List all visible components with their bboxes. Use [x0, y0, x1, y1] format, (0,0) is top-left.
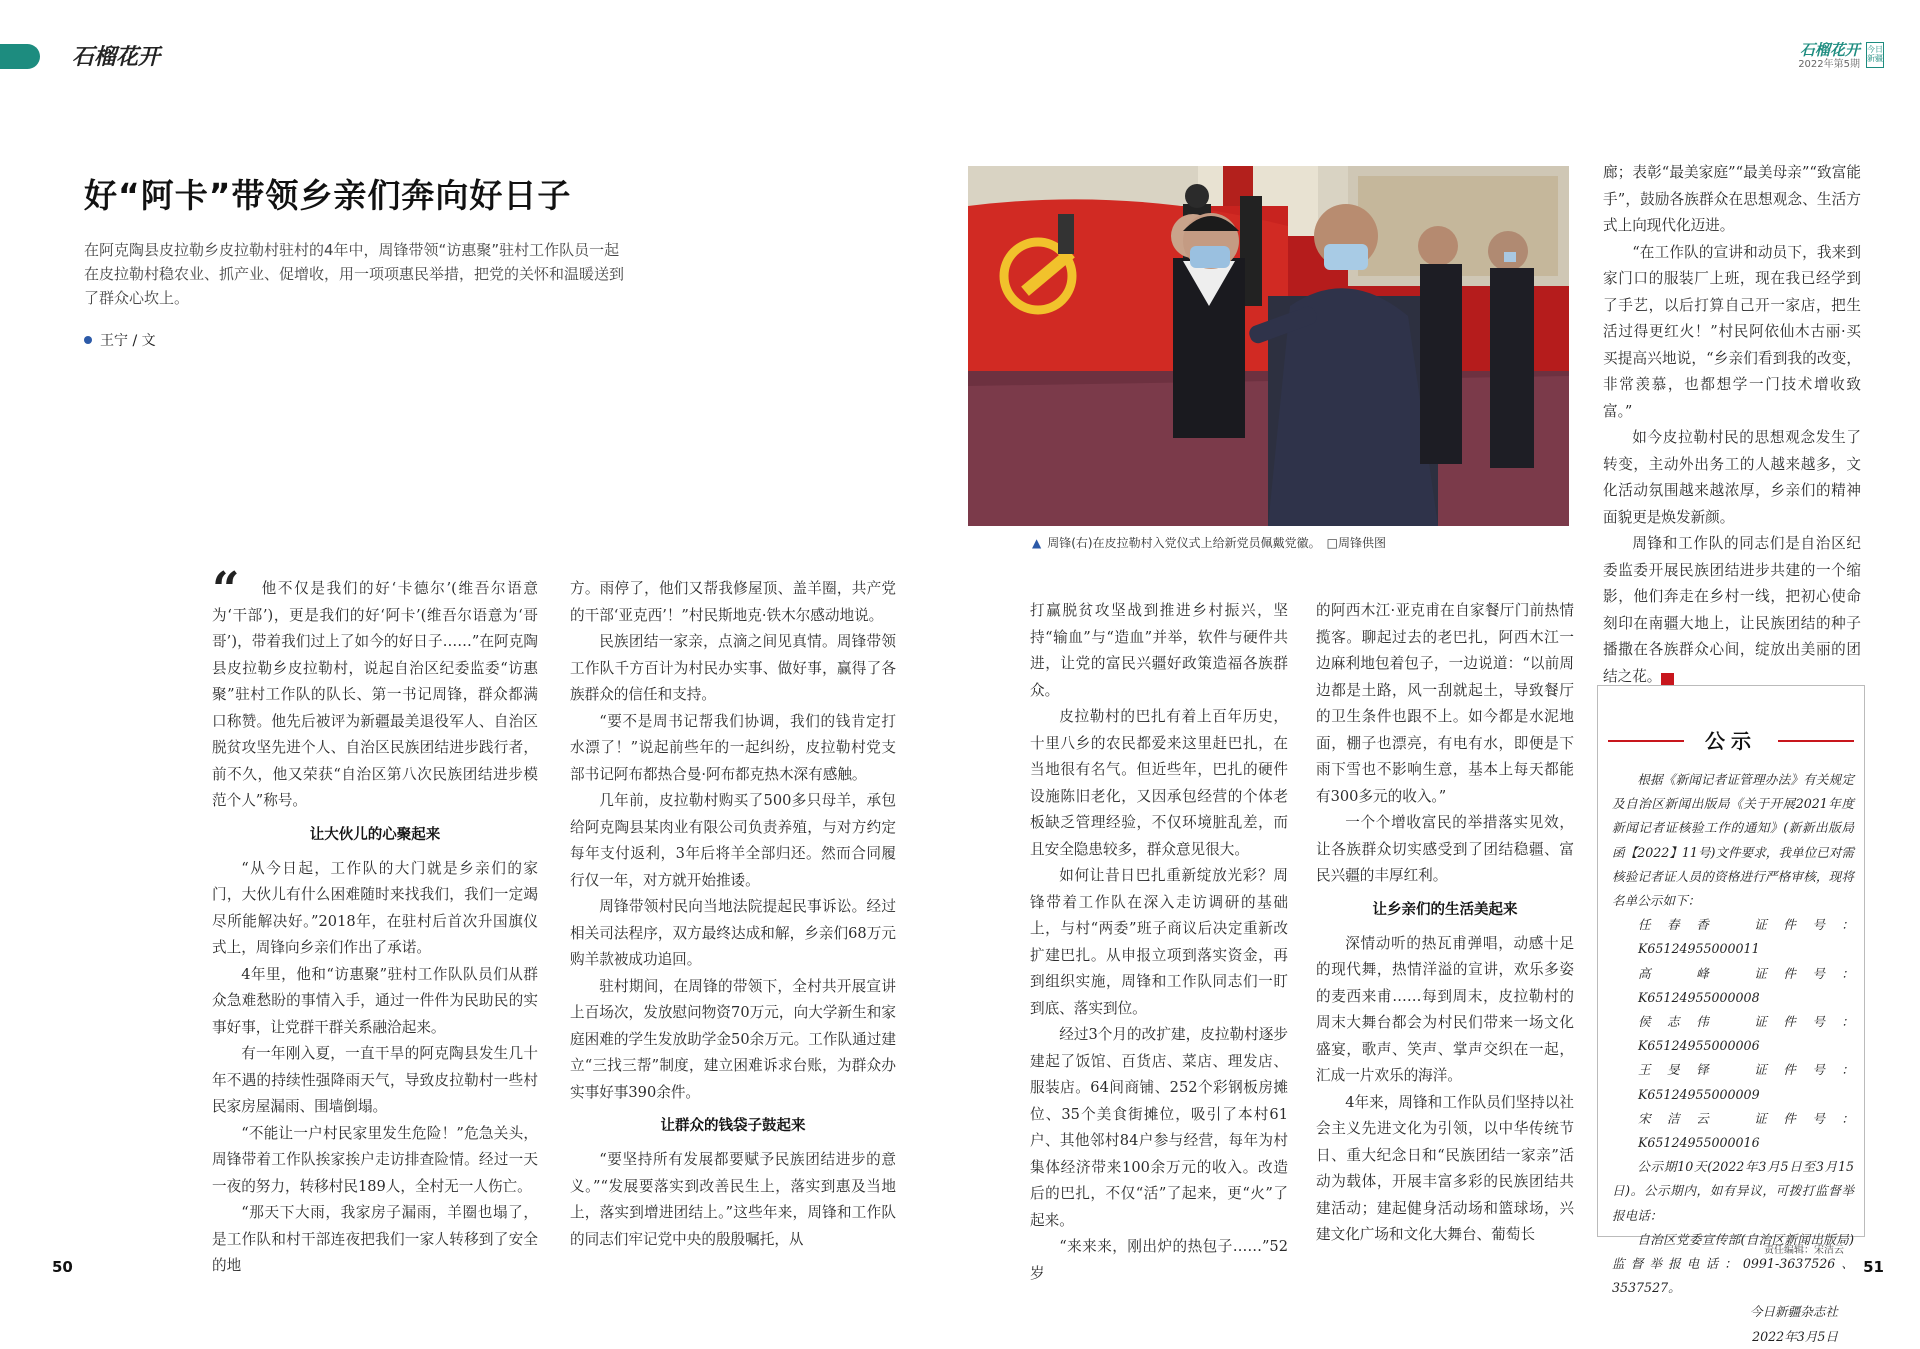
body-paragraph: 皮拉勒村的巴扎有着上百年历史，十里八乡的农民都爱来这里赶巴扎，在当地很有名气。但近些年，巴扎的硬件设施陈旧老化，又因承包经营的个体老板缺乏管理经验，不仅环境脏乱差，而且安全隐患较多，群众意见很大。 — [1030, 708, 1288, 858]
notice-name-row: 侯志伟 证件号：K65124955000006 — [1638, 1014, 1854, 1054]
body-paragraph: 一个个增收富民的举措落实见效，让各族群众切实感受到了团结稳疆、富民兴疆的丰厚红利。 — [1316, 814, 1574, 884]
body-paragraph: 民族团结一家亲，点滴之间见真情。周锋带领工作队千方百计为村民办实事、做好事，赢得了各族群众的信任和支持。 — [570, 633, 896, 703]
body-paragraph: 方。雨停了，他们又帮我修屋顶、盖羊圈，共产党的干部‘亚克西’！”村民斯地克·铁木尔感动地说。 — [570, 580, 896, 624]
body-paragraph: 几年前，皮拉勒村购买了500多只母羊，承包给阿克陶县某肉业有限公司负责养殖，与对方约定每年支付返利，3年后将羊全部归还。然而合同履行仅一年，对方就开始推诿。 — [570, 792, 896, 889]
body-paragraph: 有一年刚入夏，一直干旱的阿克陶县发生几十年不遇的持续性强降雨天气，导致皮拉勒村一些村民家房屋漏雨、围墙倒塌。 — [212, 1045, 538, 1115]
page-number-left: 50 — [52, 1258, 73, 1276]
section-title-right-block — [1798, 42, 1860, 71]
notice-title: 公示 — [1705, 729, 1757, 753]
notice-name-row: 高 峰 证件号：K65124955000008 — [1638, 965, 1854, 1005]
text-column-2 — [570, 576, 896, 1253]
notice-date: 2022年3月5日 — [1752, 1328, 1838, 1344]
body-paragraph: 4年里，他和“访惠聚”驻村工作队队员们从群众急难愁盼的事情入手，通过一件件为民助民的实事好事，让党群干群关系融洽起来。 — [212, 965, 538, 1036]
caption-triangle-icon: ▲ — [1032, 536, 1042, 550]
section-title-right: 石榴花开 — [1799, 41, 1860, 59]
text-column-3 — [1030, 598, 1288, 1287]
notice-title-bar — [1608, 731, 1854, 751]
article-end-mark-icon: J — [1661, 673, 1674, 686]
body-paragraph: 他不仅是我们的好‘卡德尔’(维吾尔语意为‘干部’)，更是我们的好‘阿卡’(维吾尔语意为‘哥哥’)，带着我们过上了如今的好日子……”在阿克陶县皮拉勒乡皮拉勒村，说起自治区纪委监委“访惠聚”驻村工作队的队长、第一书记周锋，群众都满口称赞。他先后被评为新疆最美退役军人、自治区脱贫攻坚先进个人、自治区民族团结进步践行者，前不久，他又荣获“自治区第八次民族团结进步模范个人”称号。 — [212, 580, 538, 809]
body-paragraph: “从今日起，工作队的大门就是乡亲们的家门，大伙儿有什么困难随时来找我们，我们一定竭尽所能解决好。”2018年，在驻村后首次升国旗仪式上，周锋向乡亲们作出了承诺。 — [212, 859, 538, 956]
byline-text: 王宁 / 文 — [100, 333, 156, 349]
body-paragraph: “那天下大雨，我家房子漏雨，羊圈也塌了，是工作队和村干部连夜把我们一家人转移到了安全的地 — [212, 1204, 538, 1274]
body-paragraph: “要坚持所有发展都要赋予民族团结进步的意义。”“发展要落实到改善民生上，落实到惠及当地上，落实到增进团结上。”这些年来，周锋和工作队的同志们牢记党中央的殷殷嘱托，从 — [570, 1151, 896, 1248]
text-column-5 — [1603, 160, 1861, 690]
section-heading: 让乡亲们的生活美起来 — [1372, 901, 1518, 918]
section-heading: 让群众的钱袋子鼓起来 — [660, 1118, 806, 1134]
opening-quote-mark: “ — [212, 562, 240, 618]
notice-paragraph: 根据《新闻记者证管理办法》有关规定及自治区新闻出版局《关于开展2021年度新闻记者证核验工作的通知》(新新出版局函【2022】11号)文件要求，我单位已对需核验记者证人员的资格进行严格审核，现将名单公示如下： — [1612, 772, 1854, 909]
responsible-editor: 责任编辑：宋洁云 — [1764, 1245, 1844, 1256]
notice-name-row: 宋洁云 证件号：K65124955000016 — [1638, 1110, 1854, 1151]
body-paragraph: “要不是周书记帮我们协调，我们的钱肯定打水漂了！”说起前些年的一起纠纷，皮拉勒村党支部书记阿布都热合曼·阿布都克热木深有感触。 — [570, 712, 896, 783]
notice-signature: 今日新疆杂志社 — [1749, 1304, 1838, 1320]
notice-name-list — [1612, 913, 1854, 1155]
body-paragraph: “在工作队的宣讲和动员下，我来到家门口的服装厂上班，现在我已经学到了手艺，以后打算自己开一家店，把生活过得更红火！”村民阿依仙木古丽·买买提高兴地说，“乡亲们看到我的改变，非常羡慕，也都想学一门技术增收致富。” — [1603, 243, 1861, 420]
body-paragraph: 周锋带领村民向当地法院提起民事诉讼。经过相关司法程序，双方最终达成和解，乡亲们68万元购羊款被成功追回。 — [570, 898, 896, 968]
body-paragraph: 经过3个月的改扩建，皮拉勒村逐步建起了饭馆、百货店、菜店、理发店、服装店。64间商铺、252个彩钢板房摊位、35个美食街摊位，吸引了本村61户、其他邻村84户参与经营，每年为村集体经济带来100余万元的收入。改造后的巴扎，不仅“活”了起来，更“火”了起来。 — [1030, 1026, 1288, 1229]
body-paragraph: 4年来，周锋和工作队员们坚持以社会主义先进文化为引领，以中华传统节日、重大纪念日和“民族团结一家亲”活动为载体，开展丰富多彩的民族团结共建活动；建起健身活动场和篮球场，兴建文化广场和文化大舞台、葡萄长 — [1316, 1093, 1574, 1243]
body-paragraph: 周锋和工作队的同志们是自治区纪委监委开展民族团结进步共建的一个缩影，他们奔走在乡村一线，把初心使命刻印在南疆大地上，让民族团结的种子播撒在各族群众心间，绽放出美丽的团结之花。 J — [1603, 535, 1861, 685]
section-heading: 让大伙儿的心聚起来 — [309, 826, 441, 843]
issue-number: 2022年第5期 — [1798, 59, 1860, 70]
article-photo — [968, 166, 1569, 526]
body-paragraph: 打赢脱贫攻坚战到推进乡村振兴，坚持“输血”与“造血”并举，软件与硬件共进，让党的富民兴疆好政策造福各族群众。 — [1030, 602, 1288, 699]
notice-contact: 自治区党委宣传部(自治区新闻出版局)监督举报电话：0991-3637526、3537527。 — [1612, 1231, 1854, 1296]
body-paragraph: 的阿西木江·亚克甫在自家餐厅门前热情揽客。聊起过去的老巴扎，阿西木江一边麻利地包着包子，一边说道：“以前周边都是土路，风一刮就起土，导致餐厅的卫生条件也跟不上。如今都是水泥地面，棚子也漂亮，有电有水，即便是下雨下雪也不影响生意，基本上每天都能有300多元的收入。” — [1316, 602, 1574, 805]
body-paragraph: 廊；表彰“最美家庭”“最美母亲”“致富能手”，鼓励各族群众在思想观念、生活方式上向现代化迈进。 — [1603, 164, 1861, 234]
body-paragraph: 深情动听的热瓦甫弹唱，动感十足的现代舞，热情洋溢的宣讲，欢乐多姿的麦西来甫……每到周末，皮拉勒村的周末大舞台都会为村民们带来一场文化盛宴，歌声、笑声、掌声交织在一起，汇成一片欢乐的海洋。 — [1316, 934, 1574, 1084]
byline — [84, 330, 156, 350]
section-title-left: 石榴花开 — [72, 44, 161, 70]
article-lead: 在阿克陶县皮拉勒乡皮拉勒村驻村的4年中，周锋带领“访惠聚”驻村工作队员一起在皮拉勒村稳农业、抓产业、促增收，用一项项惠民举措，把党的关怀和温暖送到了群众心坎上。 — [84, 241, 625, 307]
notice-period: 公示期10天(2022年3月5日至3月15日)。公示期内，如有异议，可拨打监督举报电话： — [1612, 1159, 1854, 1223]
body-paragraph: 如何让昔日巴扎重新绽放光彩？周锋带着工作队在深入走访调研的基础上，与村“两委”班子商议后决定重新改扩建巴扎。从申报立项到落实资金，再到组织实施，周锋和工作队同志们一盯到底、落实到位。 — [1030, 867, 1288, 1017]
article-title: 好“阿卡”带领乡亲们奔向好日子 — [84, 176, 572, 215]
header-accent-tab — [0, 44, 40, 69]
notice-body — [1612, 768, 1854, 1349]
magazine-badge: 今日新疆 — [1866, 42, 1884, 68]
text-column-1 — [212, 576, 538, 1280]
body-paragraph: “来来来，刚出炉的热包子……”52岁 — [1030, 1238, 1288, 1282]
notice-name-row: 王旻铎 证件号：K65124955000009 — [1638, 1062, 1854, 1102]
photo-illustration — [968, 166, 1569, 526]
notice-name-row: 任春香 证件号：K65124955000011 — [1638, 917, 1854, 957]
body-paragraph: 如今皮拉勒村民的思想观念发生了转变，主动外出务工的人越来越多，文化活动氛围越来越浓厚，乡亲们的精神面貌更是焕发新颜。 — [1603, 429, 1861, 526]
text-column-4 — [1316, 598, 1574, 1249]
photo-caption — [1032, 534, 1386, 551]
page-number-right: 51 — [1863, 1258, 1884, 1276]
body-paragraph: 驻村期间，在周锋的带领下，全村共开展宣讲上百场次，发放慰问物资70万元，向大学新生和家庭困难的学生发放助学金50余万元。工作队通过建立“三找三帮”制度，建立困难诉求台账，为群众办实事好事390余件。 — [570, 977, 896, 1101]
photo-caption-text: 周锋(右)在皮拉勒村入党仪式上给新党员佩戴党徽。 □周锋供图 — [1047, 536, 1386, 550]
body-paragraph: “不能让一户村民家里发生危险！”危急关头，周锋带着工作队挨家挨户走访排查险情。经过一天一夜的努力，转移村民189人，全村无一人伤亡。 — [212, 1124, 538, 1195]
bullet-icon — [84, 336, 92, 344]
